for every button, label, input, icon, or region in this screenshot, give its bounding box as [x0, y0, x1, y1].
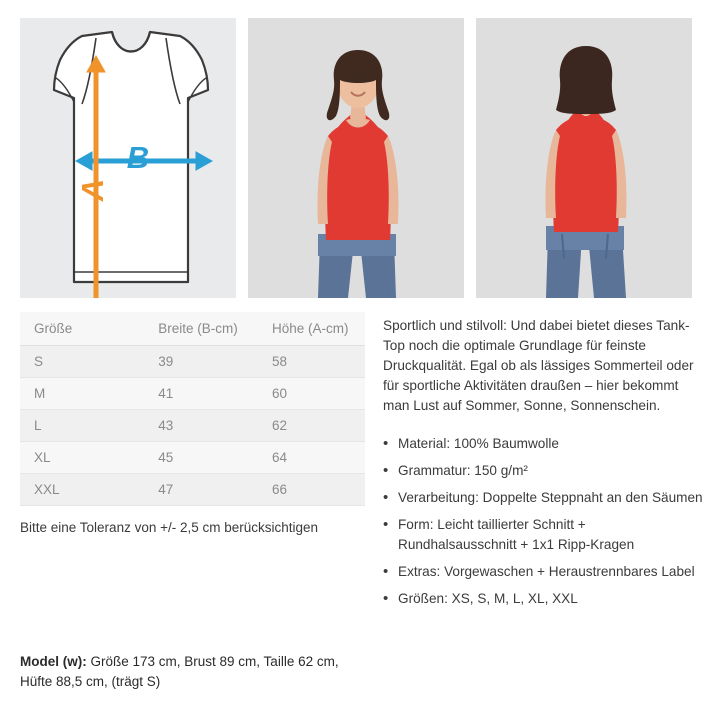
cell-height: 66: [258, 474, 365, 506]
cell-width: 45: [144, 442, 258, 474]
table-header-size: Größe: [20, 312, 144, 346]
table-header-height: Höhe (A-cm): [258, 312, 365, 346]
list-item: • Grammatur: 150 g/m²: [383, 461, 708, 481]
cell-size: M: [20, 378, 144, 410]
model-values: Größe 173 cm, Brust 89 cm, Taille 62 cm, Hüfte 88,5 cm, (trägt S): [20, 653, 339, 689]
product-description: Sportlich und stilvoll: Und dabei bietet dieses Tank-Top noch die optimale Grundlage für feinste Druckqualität. Egal ob als lässiges Sommerteil oder für sportliche Aktivitäten draußen – hier bekommt man Lust auf Sommer, Sonne, Sonnenschein.: [383, 318, 694, 413]
cell-height: 60: [258, 378, 365, 410]
description-column: [383, 312, 708, 616]
size-table-column: [20, 312, 365, 616]
cell-width: 43: [144, 410, 258, 442]
size-table: [20, 312, 365, 506]
model-measurements: [20, 652, 365, 693]
model-front-image: [248, 18, 464, 298]
cell-width: 47: [144, 474, 258, 506]
model-label: Model (w):: [20, 653, 87, 669]
image-row: [20, 18, 700, 298]
list-item: • Form: Leicht taillierter Schnitt + Rundhalsausschnitt + 1x1 Ripp-Kragen: [383, 515, 708, 555]
table-row: [20, 378, 365, 410]
width-label: B: [126, 140, 150, 175]
height-label: A: [75, 178, 110, 202]
cell-size: L: [20, 410, 144, 442]
model-back-photo: [476, 18, 692, 298]
cell-size: XXL: [20, 474, 144, 506]
table-header-row: [20, 312, 365, 346]
cell-height: 58: [258, 346, 365, 378]
table-header-width: Breite (B-cm): [144, 312, 258, 346]
list-item: • Verarbeitung: Doppelte Steppnaht an den Säumen: [383, 488, 708, 508]
tolerance-note: Bitte eine Toleranz von +/- 2,5 cm berücksichtigen: [20, 520, 319, 535]
list-item: • Größen: XS, S, M, L, XL, XXL: [383, 589, 708, 609]
table-row: [20, 346, 365, 378]
cell-height: 62: [258, 410, 365, 442]
model-front-photo: [248, 18, 464, 298]
cell-height: 64: [258, 442, 365, 474]
tank-top-outline-icon: [20, 18, 236, 298]
table-row: [20, 474, 365, 506]
list-item: • Extras: Vorgewaschen + Heraustrennbares Label: [383, 562, 708, 582]
cell-size: S: [20, 346, 144, 378]
details-section: [20, 312, 703, 616]
list-item: • Material: 100% Baumwolle: [383, 434, 708, 454]
cell-width: 41: [144, 378, 258, 410]
cell-size: XL: [20, 442, 144, 474]
table-row: [20, 410, 365, 442]
model-back-image: [476, 18, 692, 298]
size-diagram: [20, 18, 236, 298]
cell-width: 39: [144, 346, 258, 378]
table-row: [20, 442, 365, 474]
feature-list: [383, 434, 708, 609]
